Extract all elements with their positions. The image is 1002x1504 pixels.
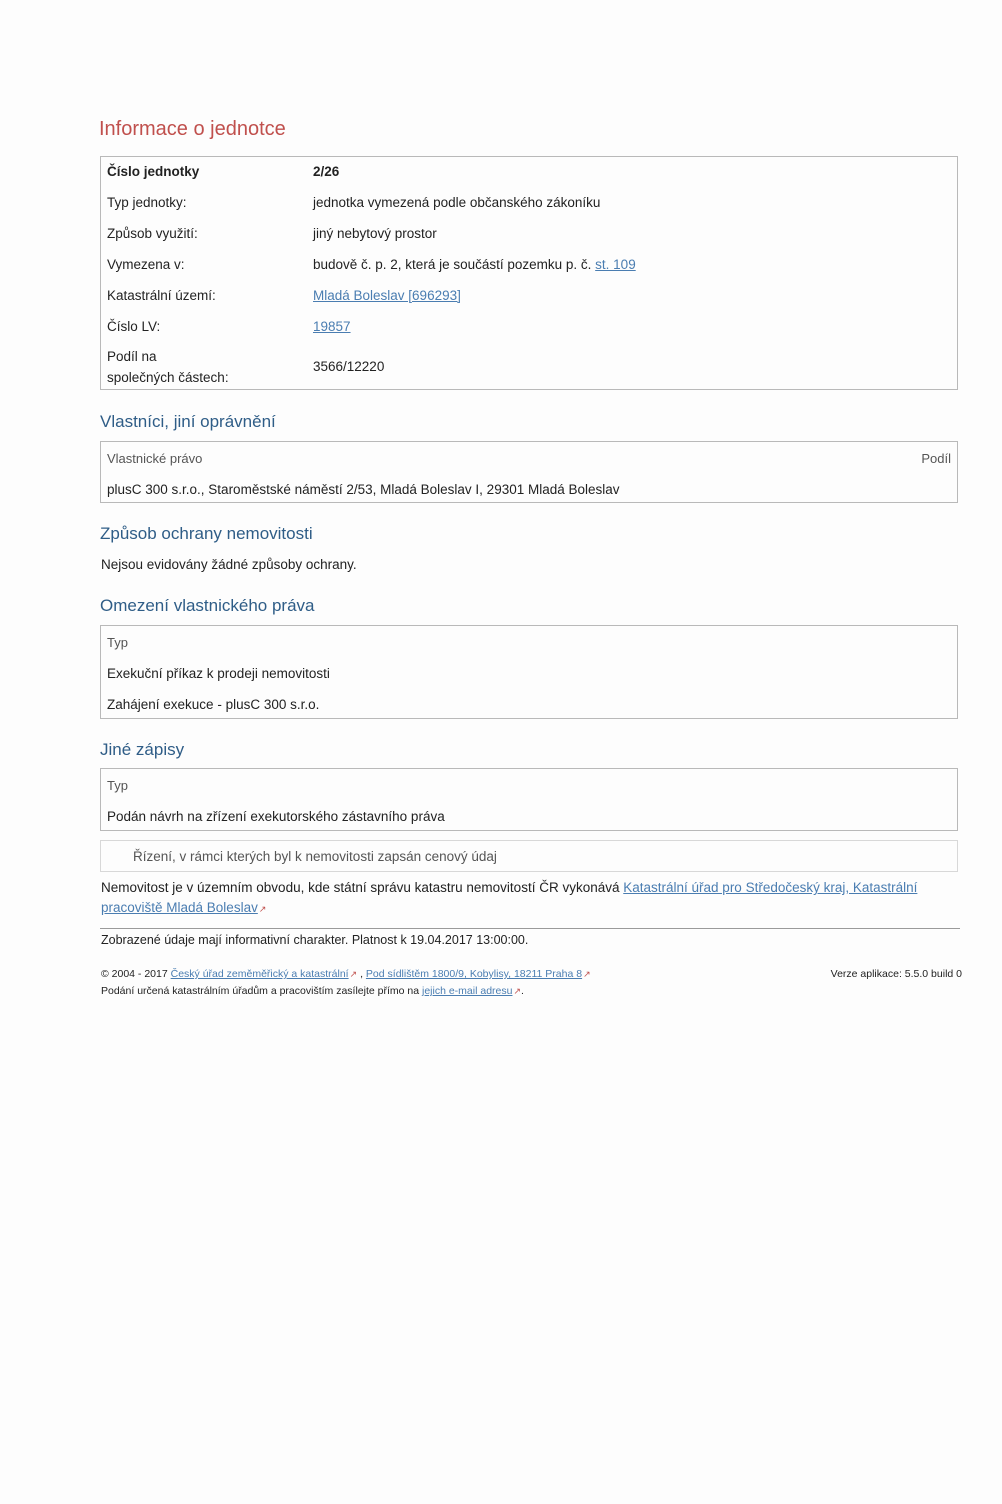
owners-col-type: Vlastnické právo [107,451,203,466]
protection-text: Nejsou evidovány žádné způsoby ochrany. [101,557,357,572]
external-link-icon: ↗ [349,969,358,979]
cuzk-link[interactable]: Český úřad zeměměřický a katastrální [170,968,349,980]
page-title: Informace o jednotce [99,118,286,140]
restrictions-col-type: Typ [107,635,128,650]
owner-entry: plusC 300 s.r.o., Staroměstské náměstí 2/53, Mladá Boleslav I, 29301 Mladá Boleslav [107,482,620,497]
unit-type-label: Typ jednotky: [107,195,187,210]
proceedings-toggle[interactable] [100,840,958,872]
other-record-item-1: Podán návrh na zřízení exekutorského zástavního práva [107,809,445,824]
share-label-line2: společných částech: [107,370,229,385]
restrictions-table [100,625,958,719]
owners-heading: Vlastníci, jiní oprávnění [100,412,276,431]
parcel-link[interactable]: st. 109 [595,257,636,272]
submit-text: Podání určená katastrálním úřadům a pracovištím zasílejte přímo na [101,985,420,997]
usage-label: Způsob využití: [107,226,198,241]
footer-line-2: Podání určená katastrálním úřadům a pracovištím zasílejte přímo na jejich e-mail adresu↗. [101,985,524,997]
defined-in-text: budově č. p. 2, která je součástí pozemku p. č. [313,257,592,272]
restrictions-heading: Omezení vlastnického práva [100,596,315,615]
restriction-item-2: Zahájení exekuce - plusC 300 s.r.o. [107,697,320,712]
unit-type-value: jednotka vymezená podle občanského zákoníku [313,195,601,210]
other-records-col-type: Typ [107,778,128,793]
owners-col-share: Podíl [921,451,951,466]
district-text: Nemovitost je v územním obvodu, kde státní správu katastru nemovitostí ČR vykonává [101,880,620,895]
owners-table [100,441,958,503]
unit-info-table [100,156,958,390]
unit-number-label: Číslo jednotky [107,164,200,179]
other-records-heading: Jiné zápisy [100,740,185,759]
usage-value: jiný nebytový prostor [313,226,437,241]
share-value: 3566/12220 [313,359,385,374]
restriction-item-1: Exekuční příkaz k prodeji nemovitosti [107,666,330,681]
proceedings-label: Řízení, v rámci kterých byl k nemovitosti zapsán cenový údaj [133,849,497,864]
lv-number-link[interactable]: 19857 [313,319,351,334]
external-link-icon: ↗ [258,904,267,914]
footer-line-1: © 2004 - 2017 Český úřad zeměměřický a katastrální↗ , Pod sídlištěm 1800/9, Kobylisy, 18211 Praha 8↗ [101,968,591,980]
defined-in-value [313,257,636,272]
lv-number-label: Číslo LV: [107,319,161,334]
defined-in-label: Vymezena v: [107,257,185,272]
cadastral-area-label: Katastrální území: [107,288,216,303]
other-records-table [100,768,958,831]
copyright: © 2004 - 2017 [101,968,168,980]
share-label-line1: Podíl na [107,349,157,364]
validity-text: Zobrazené údaje mají informativní charakter. Platnost k 19.04.2017 13:00:00. [101,933,529,947]
external-link-icon: ↗ [513,986,522,996]
cadastral-area-link[interactable]: Mladá Boleslav [696293] [313,288,461,303]
external-link-icon: ↗ [583,969,591,979]
email-link[interactable]: jejich e-mail adresu [422,985,513,997]
cadastral-workplace-link[interactable]: pracoviště Mladá Boleslav [101,900,258,915]
address-link[interactable]: Pod sídlištěm 1800/9, Kobylisy, 18211 Praha 8 [365,968,583,980]
unit-number-value: 2/26 [313,164,340,179]
district-paragraph [101,878,961,919]
protection-heading: Způsob ochrany nemovitosti [100,524,313,543]
divider [100,928,960,929]
app-version: Verze aplikace: 5.5.0 build 0 [830,968,962,980]
cadastral-office-link[interactable]: Katastrální úřad pro Středočeský kraj, Katastrální [623,880,918,895]
